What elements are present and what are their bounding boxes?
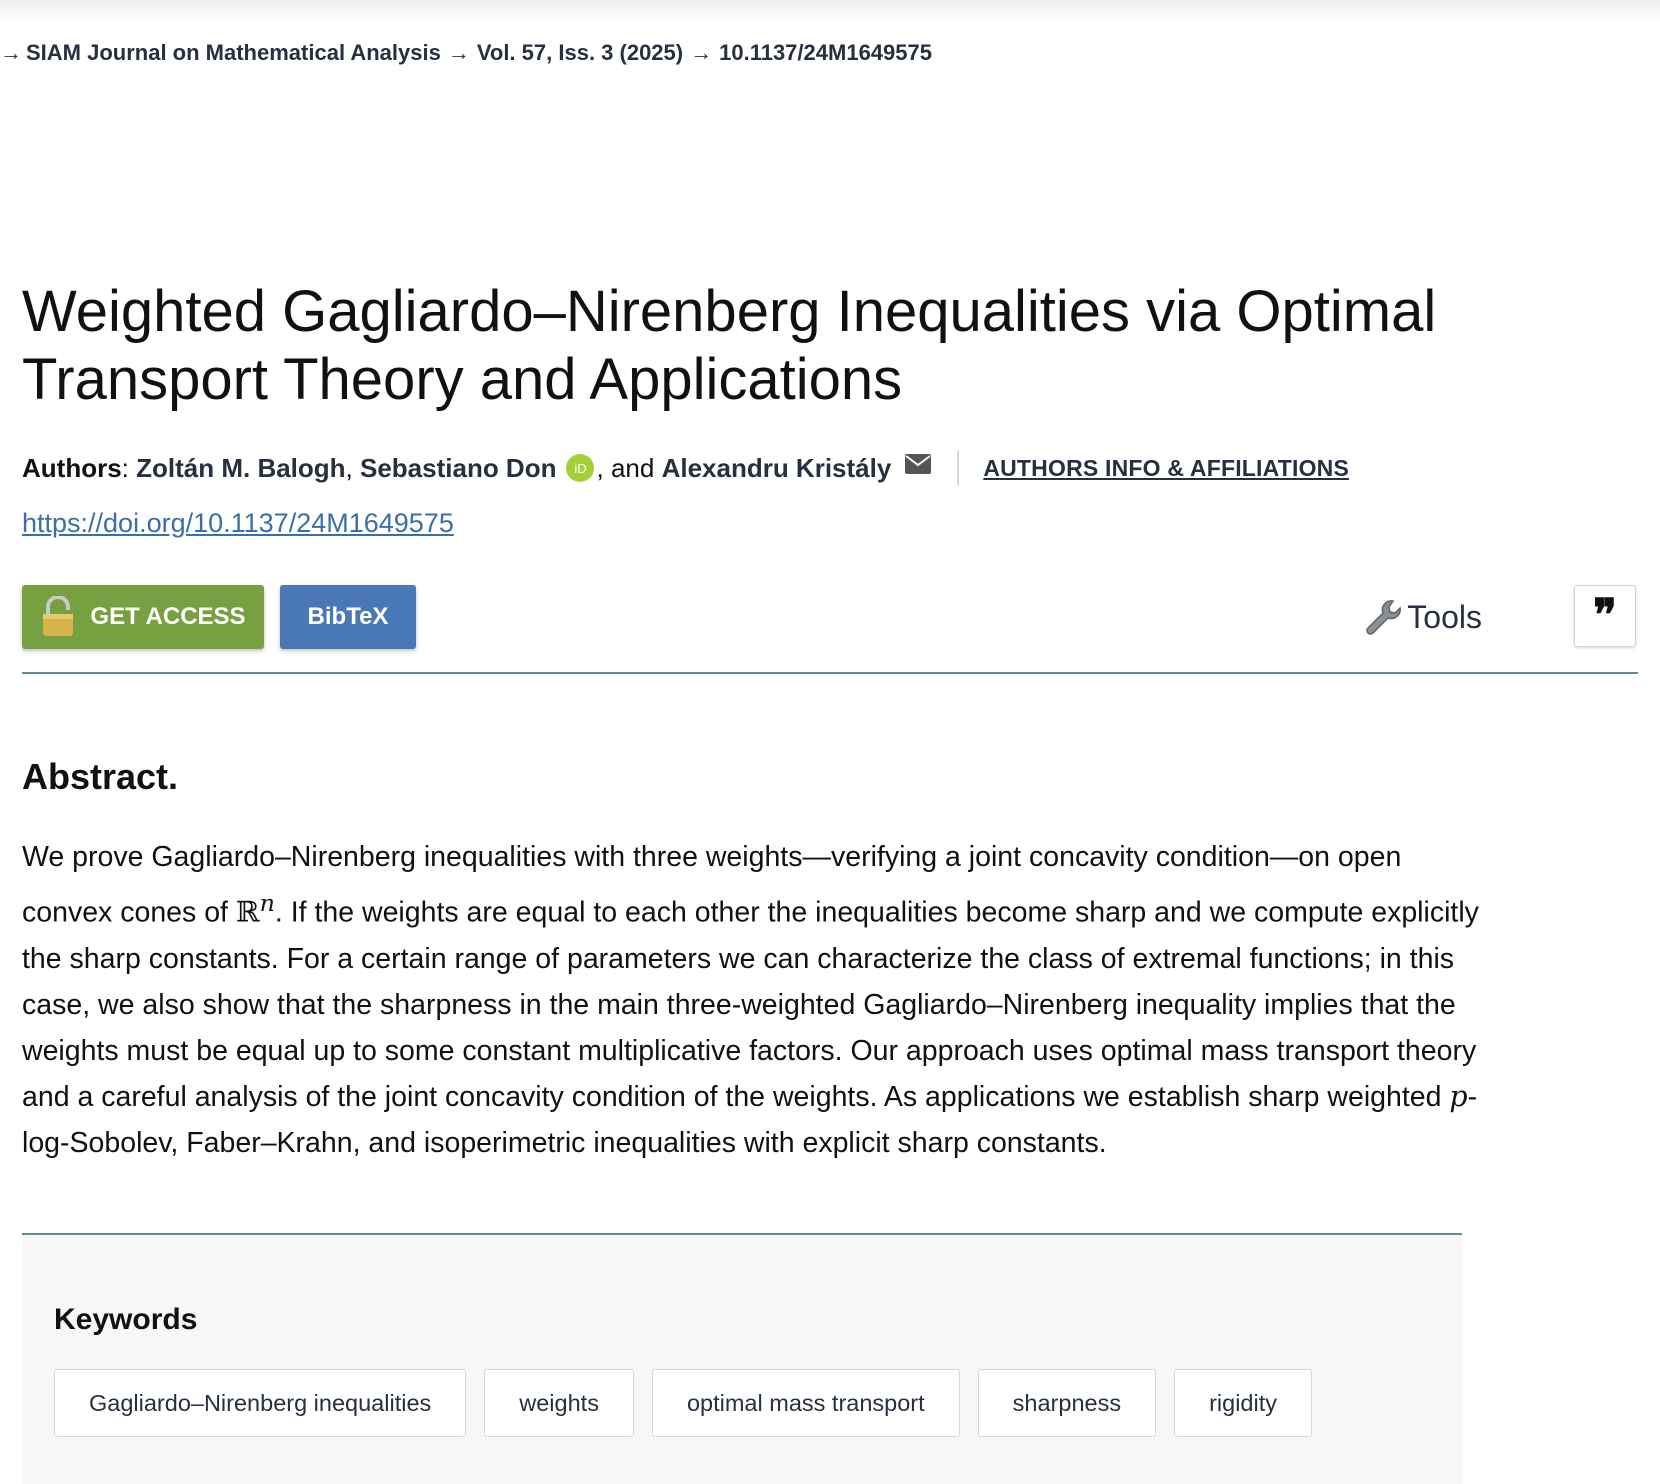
keyword-chip[interactable]: optimal mass transport [652,1369,960,1437]
abstract-text [22,834,1482,1166]
keyword-chip[interactable]: sharpness [978,1369,1156,1437]
top-shadow [0,0,1660,22]
author-don[interactable]: Sebastiano Don [360,452,557,483]
bibtex-button[interactable]: BibTeX [280,585,416,649]
quote-icon: ❞ [1593,590,1617,641]
tools-label: Tools [1407,598,1482,635]
author-separator: , [596,452,611,483]
arrow-right-icon: → [447,40,470,65]
tools-menu[interactable] [1363,594,1482,640]
lock-icon [40,596,76,638]
math-exponent-n: n [259,889,275,917]
author-kristaly[interactable]: Alexandru Kristály [661,452,892,483]
arrow-right-icon: → [690,40,713,65]
authors-row [22,448,1642,488]
abstract-part-2: . If the weights are equal to each other the inequalities become sharp and we compute explicitly the sharp constants. For a certain range of parameters we can characterize the class of extremal functions; in this case, we also show that the sharpness in the main three-weighted Gagliardo–Nirenberg inequality implies that the weights must be equal up to some constant multiplicative factors. Our approach uses optimal mass transport theory and a careful analysis of the joint concavity condition of the weights. As applications we establish sharp weighted [22,896,1479,1113]
section-divider [22,672,1638,674]
arrow-right-icon: → [0,40,22,65]
author-separator: , [345,452,360,483]
doi-link[interactable]: https://doi.org/10.1137/24M1649575 [22,508,454,538]
keyword-chip[interactable]: Gagliardo–Nirenberg inequalities [54,1369,466,1437]
keyword-chip[interactable]: rigidity [1174,1369,1312,1437]
abstract-part-3: -log-Sobolev, Faber–Krahn, and isoperimetric inequalities with explicit sharp constants. [22,1080,1478,1159]
keywords-panel [22,1235,1462,1484]
wrench-icon [1363,597,1403,637]
breadcrumb-journal[interactable]: SIAM Journal on Mathematical Analysis [26,40,441,65]
keywords-list [54,1369,1312,1437]
breadcrumb-doi[interactable]: 10.1137/24M1649575 [719,40,932,65]
abstract-part-1: We prove Gagliardo–Nirenberg inequalities with three weights—verifying a joint concavity condition—on open convex cones of [22,841,1402,929]
author-conjunction: and [610,452,655,483]
math-p: p [1449,1079,1468,1113]
cite-button[interactable] [1574,585,1636,647]
authors-info-link[interactable]: AUTHORS INFO & AFFILIATIONS [983,454,1350,481]
get-access-button[interactable] [22,585,264,649]
keywords-heading: Keywords [54,1303,198,1336]
vertical-divider [957,451,959,485]
math-real-space: ℝ [235,895,260,929]
keyword-chip[interactable]: weights [484,1369,634,1437]
mail-icon[interactable] [905,454,931,474]
authors-label: Authors [22,452,122,483]
breadcrumb-issue[interactable]: Vol. 57, Iss. 3 (2025) [476,40,684,65]
author-balogh[interactable]: Zoltán M. Balogh [136,452,346,483]
get-access-label: GET ACCESS [90,603,246,630]
abstract-heading: Abstract. [22,756,179,797]
authors-colon: : [121,452,137,483]
article-title: Weighted Gagliardo–Nirenberg Inequalities via Optimal Transport Theory and Applications [22,279,1437,412]
orcid-icon[interactable]: iD [566,454,594,482]
breadcrumb [0,38,932,68]
